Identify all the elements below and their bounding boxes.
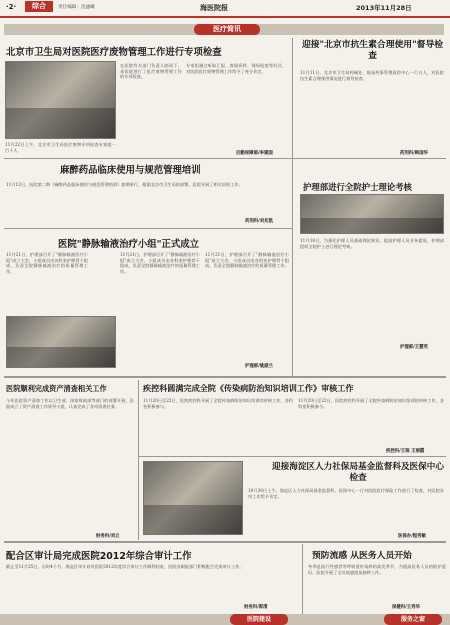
article-body: 在医院有关部门负责人陪同下，来医院进行了医疗废物管理工作的专项检查。 [120, 63, 182, 80]
column-rule [292, 236, 293, 376]
section-rule [138, 456, 446, 457]
paper-name: 海医院报 [200, 4, 228, 12]
footer-label-left: 医院建设 [230, 614, 288, 625]
article-title: 医院"静脉输液治疗小组"正式成立 [58, 239, 200, 250]
footer-label-right: 服务之窗 [384, 614, 442, 625]
article-body: 11月21日，护理部召开了"静脉输液治疗小组"成立大会，小组成员由各科室护理骨干组成，负责全院静脉输液治疗的质量管理工作。 [6, 252, 88, 274]
article-body: 11月18日，为强化护理人员基础理论知识，提高护理人员业务素质，护理部组织全院护士进行理论考核。 [300, 238, 444, 249]
article-byline: 护理部/姚淑兰 [245, 364, 273, 369]
article-byline: 财务科/刘立 [96, 534, 120, 539]
masthead-rule [0, 16, 450, 18]
article-photo [143, 461, 243, 535]
section-rule [292, 158, 446, 159]
section-rule [4, 376, 446, 378]
article-photo [6, 316, 116, 368]
masthead [0, 0, 450, 16]
article-byline: 护理部/王慧英 [400, 345, 428, 350]
article-caption: 11月22日上午，北京市卫生局医疗废物专项检查专家组一行十人 [5, 142, 116, 153]
footer-band [0, 614, 450, 625]
article-title: 迎接"北京市抗生素合理使用"督导检查 [301, 40, 444, 61]
article-photo [5, 61, 116, 139]
article-body: 11月20日至22日，医院疾控科开展了全院传染病防治知识培训的审核工作，各科室积极参与。 [298, 398, 444, 409]
article-byline: 后勤保障部/李建国 [236, 151, 273, 156]
section-tag: 综合 [25, 1, 53, 12]
article-body: 今年医院资产清查工作以卫生部、国家财政部等部门的部署开展，医院成立了资产清查工作领导小组，认真完成了各项清查任务。 [6, 398, 134, 409]
article-byline: 财务科/郭清 [244, 605, 268, 610]
article-byline: 疾控科/王瑞 王丽霞 [386, 449, 425, 454]
article-title: 预防流感 从医务人员开始 [312, 551, 412, 561]
article-title: 配合区审计局完成医院2012年综合审计工作 [6, 551, 192, 562]
article-body: 冬季是流行性感冒等呼吸道传染病的高发季节，为提高医务人员的防护意识，医院开展了全员流感疫苗接种工作。 [308, 564, 446, 575]
article-body: 11月12日，医院第二期《麻醉药品临床使用与规范管理培训》如期举行，根据北京市卫生局的部署，医院开展了相关培训工作。 [6, 182, 243, 187]
article-title: 麻醉药品临床使用与规范管理培训 [60, 165, 201, 176]
article-body: 截止至11月25日，历时4个月，海淀区审计局对医院2012年度综合审计工作顺利结束，医院各职能部门积极配合完成审计工作。 [6, 564, 244, 569]
page-number: ·2· [6, 3, 17, 11]
article-title: 疾控科圆满完成全院《传染病防治知识培训工作》审核工作 [143, 383, 354, 393]
article-body: 11月20日至22日，医院疾控科开展了全院传染病防治知识培训的审核工作，各科室积极参与。 [143, 398, 293, 409]
article-body: 11月21日，护理部召开了"静脉输液治疗小组"成立大会，小组成员由各科室护理骨干组成，负责全院静脉输液治疗的质量管理工作。 [120, 252, 200, 274]
section-rule [4, 158, 292, 159]
editor-credit: 责任编辑：沈逾曦 [58, 5, 95, 10]
section-rule [4, 228, 292, 229]
article-title: 迎接海淀区人力社保局基金监督科及医保中心检查 [272, 462, 444, 483]
news-brief-banner: 医疗简讯 [194, 24, 260, 35]
column-rule [302, 544, 303, 614]
article-title: 北京市卫生局对医院医疗废物管理工作进行专项检查 [6, 47, 222, 58]
article-body: 11月11日，北京市卫生局药械处、临床药事管理质控中心一行五人，对医院抗生素合理使用情况进行督导检查。 [300, 70, 444, 81]
column-rule [292, 38, 293, 236]
article-body: 10月30日上午，海淀区人力社保局基金监督科、医保中心一行对医院医疗保险工作进行了检查，对医院各项工作给予肯定。 [248, 488, 444, 499]
article-byline: 药剂科/刘兆凯 [245, 219, 273, 224]
article-body: 专家组通过听取汇报、查阅资料、现场检查等形式，对医院医疗废物管理工作给予了充分肯定。 [186, 63, 286, 74]
article-byline: 保健科/王秀华 [392, 605, 420, 610]
article-body: 11月21日，护理部召开了"静脉输液治疗小组"成立大会，小组成员由各科室护理骨干组成，负责全院静脉输液治疗的质量管理工作。 [205, 252, 289, 269]
column-rule [138, 380, 139, 540]
article-photo [300, 194, 444, 234]
section-rule [4, 541, 446, 543]
article-title: 医院顺利完成资产清查相关工作 [6, 384, 107, 393]
article-title: 护理部进行全院护士理论考核 [303, 182, 412, 192]
article-byline: 医保办/程秀敏 [398, 534, 426, 539]
issue-date: 2013年11月28日 [356, 4, 412, 12]
article-byline: 药剂科/韩国华 [400, 151, 428, 156]
